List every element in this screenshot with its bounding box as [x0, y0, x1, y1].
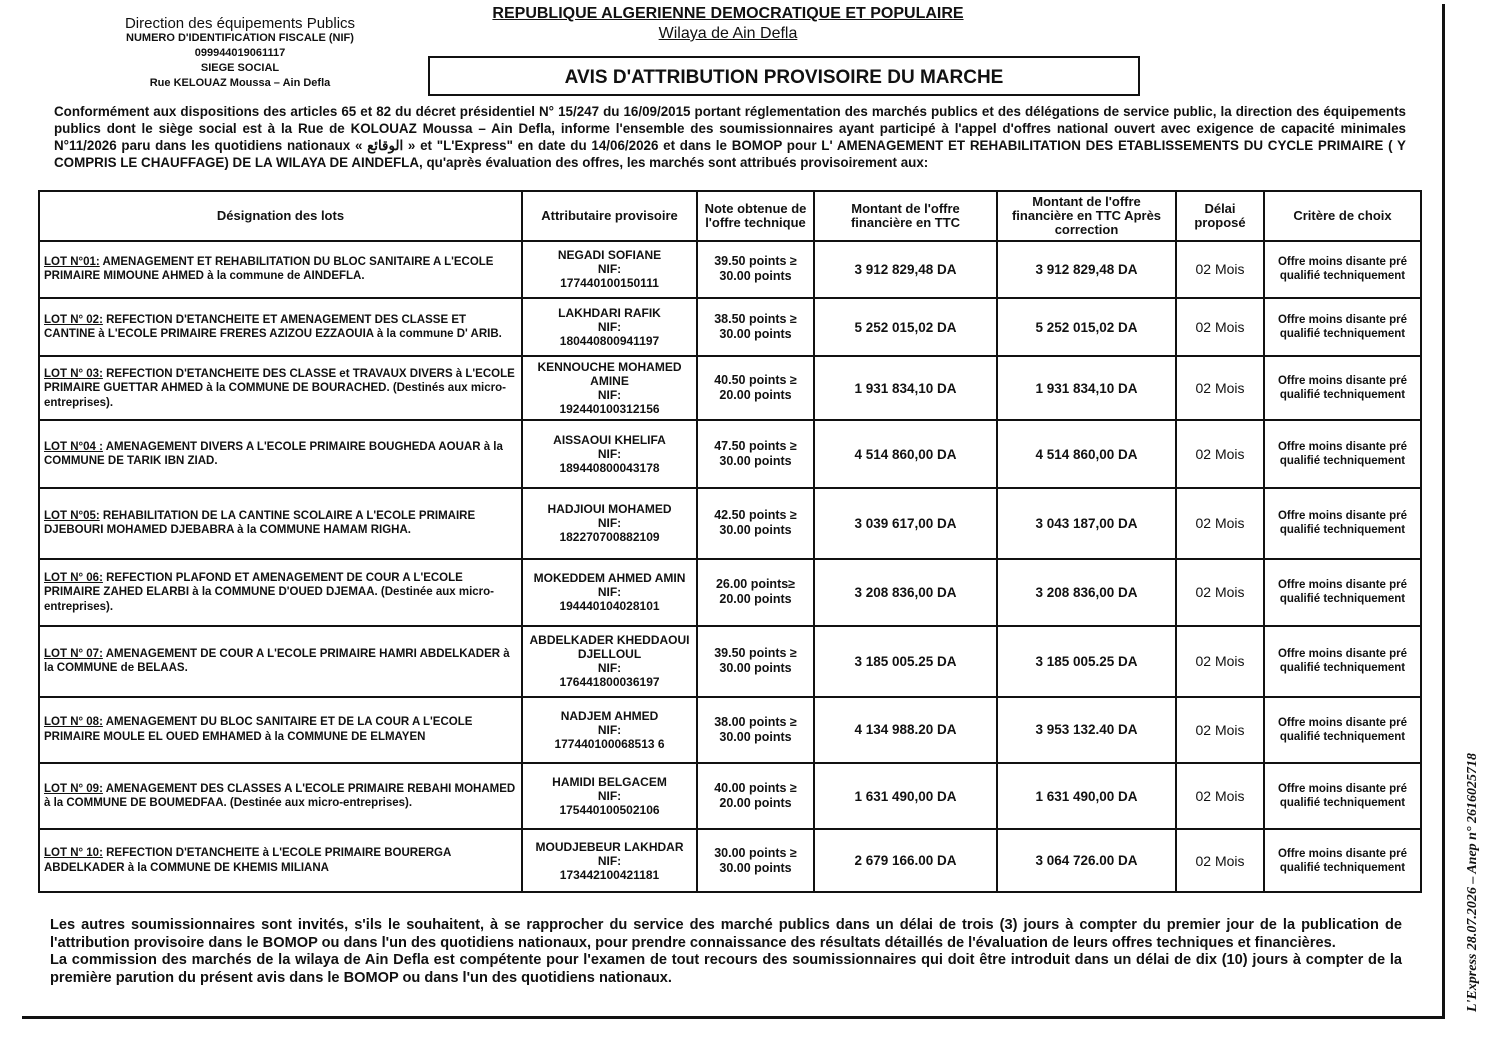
offer-amount: 2 679 166.00 DA: [814, 829, 997, 892]
corrected-amount: 1 931 834,10 DA: [997, 356, 1176, 420]
nif-label: NIF:: [597, 722, 622, 737]
selection-criterion: Offre moins disante pré qualifié techniquement: [1264, 697, 1421, 764]
lot-designation: [39, 763, 522, 829]
attributaire-name: NADJEM AHMED: [560, 708, 659, 723]
selection-criterion: Offre moins disante pré qualifié techniquement: [1264, 241, 1421, 298]
nif-number: 176441800036197: [559, 675, 660, 690]
nif-number: 173442100421181: [559, 867, 660, 882]
attributaire-cell: [522, 488, 697, 559]
nif-label: NIF:: [597, 516, 622, 531]
footer-paragraph-2: La commission des marchés de la wilaya de Ain Defla est compétente pour l'examen de tout recours des soumissionnaires qui doit être introduit dans un délai de dix (10) jours à compter de la première parution du présent avis dans le BOMOP ou dans l'un des quotidiens nationaux.: [50, 952, 1402, 986]
selection-criterion: Offre moins disante pré qualifié techniquement: [1264, 829, 1421, 892]
offer-amount: 4 514 860,00 DA: [814, 420, 997, 488]
attributaire-cell: [522, 420, 697, 488]
lot-designation: [39, 488, 522, 559]
lot-description: AMENAGEMENT DE COUR A L'ECOLE PRIMAIRE HAMRI ABDELKADER à la COMMUNE de BELAAS.: [44, 647, 510, 675]
technical-score: 40.50 points ≥ 20.00 points: [697, 356, 814, 420]
attributaire-name: KENNOUCHE MOHAMED AMINE: [537, 360, 682, 389]
corrected-amount: 5 252 015,02 DA: [997, 298, 1176, 357]
lot-designation: [39, 697, 522, 764]
table-row: [39, 559, 1421, 626]
technical-score: 39.50 points ≥ 30.00 points: [697, 626, 814, 697]
delay: 02 Mois: [1176, 420, 1264, 488]
lot-number: LOT N° 10:: [44, 847, 103, 860]
lot-number: LOT N° 07:: [44, 647, 103, 660]
header-attributaire: Attributaire provisoire: [522, 191, 697, 241]
selection-criterion: Offre moins disante pré qualifié techniquement: [1264, 356, 1421, 420]
nif-number: 194440104028101: [559, 599, 660, 614]
nif-number: 192440100312156: [559, 402, 660, 417]
attributaire-name: HAMIDI BELGACEM: [552, 775, 667, 790]
lot-designation: [39, 298, 522, 357]
offer-amount: 1 931 834,10 DA: [814, 356, 997, 420]
table-row: [39, 298, 1421, 357]
selection-criterion: Offre moins disante pré qualifié techniquement: [1264, 559, 1421, 626]
attributaire-cell: [522, 241, 697, 298]
nif-number: 180440800941197: [559, 334, 660, 349]
header-delai: Délai proposé: [1176, 191, 1264, 241]
offer-amount: 3 185 005.25 DA: [814, 626, 997, 697]
delay: 02 Mois: [1176, 241, 1264, 298]
offer-amount: 3 208 836,00 DA: [814, 559, 997, 626]
attributaire-name: NEGADI SOFIANE: [557, 248, 662, 263]
technical-score: 47.50 points ≥ 30.00 points: [697, 420, 814, 488]
offer-amount: 4 134 988.20 DA: [814, 697, 997, 764]
lot-designation: [39, 356, 522, 420]
attributaire-cell: [522, 763, 697, 829]
intro-paragraph: Conformément aux dispositions des articles 65 et 82 du décret présidentiel N° 15/247 du 16/09/2015 portant réglementation des marchés publics et des délégations de service public, la direction des équipements publics dont le siège social est à la Rue de KOLOUAZ Moussa – Ain Defla, informe l'ensemble des soumissionnaires ayant participé à l'appel d'offres national ouvert avec exigence de capacité minimales N°11/2026 paru dans les quotidiens nationaux « الوقائع » et "L'Express" en date du 14/06/2026 et dans le BOMOP pour L' AMENAGEMENT ET REHABILITATION DES ETABLISSEMENTS DU CYCLE PRIMAIRE ( Y COMPRIS LE CHAUFFAGE) DE LA WILAYA DE AINDEFLA, qu'après évaluation des offres, les marchés sont attribués provisoirement aux:: [54, 104, 1406, 170]
attributaire-cell: [522, 298, 697, 357]
selection-criterion: Offre moins disante pré qualifié techniquement: [1264, 420, 1421, 488]
offer-amount: 1 631 490,00 DA: [814, 763, 997, 829]
publication-stamp: L'Express 28.07.2026 – Anep n° 2616025718: [1465, 752, 1480, 1012]
corrected-amount: 3 043 187,00 DA: [997, 488, 1176, 559]
attributaire-name: AISSAOUI KHELIFA: [553, 433, 666, 448]
attributaire-name: ABDELKADER KHEDDAOUI DJELLOUL: [529, 633, 690, 662]
header-montant: Montant de l'offre financière en TTC: [814, 191, 997, 241]
nif-label: NIF:: [597, 447, 622, 462]
delay: 02 Mois: [1176, 697, 1264, 764]
corrected-amount: 4 514 860,00 DA: [997, 420, 1176, 488]
lot-description: AMENAGEMENT DU BLOC SANITAIRE ET DE LA COUR A L'ECOLE PRIMAIRE MOULE EL OUED EMHAMED à la COMMUNE DE ELMAYEN: [44, 716, 473, 743]
selection-criterion: Offre moins disante pré qualifié techniquement: [1264, 488, 1421, 559]
attributaire-cell: [522, 356, 697, 420]
delay: 02 Mois: [1176, 559, 1264, 626]
selection-criterion: Offre moins disante pré qualifié techniquement: [1264, 626, 1421, 697]
technical-score: 30.00 points ≥ 30.00 points: [697, 829, 814, 892]
lot-designation: [39, 420, 522, 488]
attributaire-name: MOUDJEBEUR LAKHDAR: [535, 839, 684, 854]
siege-address: Rue KELOUAZ Moussa – Ain Defla: [149, 77, 331, 89]
lot-description: AMENAGEMENT DIVERS A L'ECOLE PRIMAIRE BOUGHEDA AOUAR à la COMMUNE DE TARIK IBN ZIAD.: [44, 440, 503, 468]
technical-score: 38.50 points ≥ 30.00 points: [697, 298, 814, 357]
lot-number: LOT N°05:: [44, 509, 100, 522]
footer-paragraph-1: Les autres soumissionnaires sont invités, s'ils le souhaitent, à se rapprocher du service des marché publics dans un délai de trois (3) jours à compter du premier jour de la publication de l'attribution provisoire dans le BOMOP ou dans l'un des quotidiens nationaux, pour prendre connaissance des résultats détaillés de l'évaluation de leurs offres techniques et financières.: [50, 917, 1402, 951]
lot-number: LOT N° 03:: [44, 367, 103, 380]
nif-label: NUMERO D'IDENTIFICATION FISCALE (NIF): [126, 32, 354, 44]
header-designation: Désignation des lots: [39, 191, 522, 241]
technical-score: 42.50 points ≥ 30.00 points: [697, 488, 814, 559]
nif-label: NIF:: [597, 661, 622, 676]
table-row: [39, 241, 1421, 298]
footer-notes: [50, 917, 1402, 987]
corrected-amount: 1 631 490,00 DA: [997, 763, 1176, 829]
lot-description: REHABILITATION DE LA CANTINE SCOLAIRE A L'ECOLE PRIMAIRE DJEBOURI MOHAMED DJEBABRA à la COMMUNE HAMAM RIGHA.: [44, 509, 476, 537]
siege-label: SIEGE SOCIAL: [200, 62, 280, 74]
notice-title: AVIS D'ATTRIBUTION PROVISOIRE DU MARCHE: [428, 56, 1140, 96]
lot-description: REFECTION D'ETANCHEITE ET AMENAGEMENT DES CLASSE ET CANTINE à L'ECOLE PRIMAIRE FRERES AZIZOU EZZAOUIA à la commune D' ARIB.: [44, 313, 502, 341]
nif-label: NIF:: [597, 789, 622, 804]
attributaire-name: HADJIOUI MOHAMED: [547, 502, 672, 517]
offer-amount: 3 912 829,48 DA: [814, 241, 997, 298]
lots-table: [38, 190, 1422, 893]
attributaire-name: LAKHDARI RAFIK: [558, 306, 661, 321]
lot-description: AMENAGEMENT ET REHABILITATION DU BLOC SANITAIRE A L'ECOLE PRIMAIRE MIMOUNE AHMED à la commune de AINDEFLA.: [44, 255, 494, 283]
lot-designation: [39, 829, 522, 892]
offer-amount: 3 039 617,00 DA: [814, 488, 997, 559]
table-row: [39, 829, 1421, 892]
selection-criterion: Offre moins disante pré qualifié techniquement: [1264, 298, 1421, 357]
technical-score: 26.00 points≥ 20.00 points: [697, 559, 814, 626]
lot-description: REFECTION PLAFOND ET AMENAGEMENT DE COUR A L'ECOLE PRIMAIRE ZAHED ELARBI à la COMMUNE D'OUED DJEMAA. (Destinée aux micro-entreprises).: [44, 571, 495, 613]
lot-description: REFECTION D'ETANCHEITE DES CLASSE et TRAVAUX DIVERS à L'ECOLE PRIMAIRE GUETTAR AHMED à la COMMUNE DE BOURACHED. (Destinés aux micro-entreprises).: [44, 367, 515, 409]
lot-number: LOT N° 02:: [44, 313, 103, 326]
corrected-amount: 3 208 836,00 DA: [997, 559, 1176, 626]
attributaire-cell: [522, 626, 697, 697]
attributaire-cell: [522, 559, 697, 626]
nif-number: 189440800043178: [559, 461, 660, 476]
nif-number: 182270700882109: [559, 530, 660, 545]
lot-number: LOT N° 06:: [44, 571, 103, 584]
lot-designation: [39, 559, 522, 626]
wilaya-title: Wilaya de Ain Defla: [658, 25, 798, 42]
delay: 02 Mois: [1176, 488, 1264, 559]
delay: 02 Mois: [1176, 626, 1264, 697]
lot-designation: [39, 626, 522, 697]
lot-description: REFECTION D'ETANCHEITE à L'ECOLE PRIMAIRE BOURERGA ABDELKADER à la COMMUNE DE KHEMIS MILIANA: [44, 847, 451, 874]
lot-description: AMENAGEMENT DES CLASSES A L'ECOLE PRIMAIRE REBAHI MOHAMED à la COMMUNE DE BOUMEDFAA. (Destinée aux micro-entreprises).: [44, 782, 516, 810]
nif-label: NIF:: [597, 585, 622, 600]
nif-label: NIF:: [597, 853, 622, 868]
republique-title: REPUBLIQUE ALGERIENNE DEMOCRATIQUE ET POPULAIRE: [492, 5, 964, 22]
nif-label: NIF:: [597, 388, 622, 403]
header-montant-correction: Montant de l'offre financière en TTC Après correction: [997, 191, 1176, 241]
table-row: [39, 626, 1421, 697]
table-row: [39, 356, 1421, 420]
technical-score: 38.00 points ≥ 30.00 points: [697, 697, 814, 764]
delay: 02 Mois: [1176, 763, 1264, 829]
nif-label: NIF:: [597, 320, 622, 335]
nif-number: 175440100502106: [559, 803, 660, 818]
corrected-amount: 3 912 829,48 DA: [997, 241, 1176, 298]
attributaire-cell: [522, 697, 697, 764]
header-note: Note obtenue de l'offre technique: [697, 191, 814, 241]
nif-number: 099944019061117: [194, 47, 286, 59]
corrected-amount: 3 185 005.25 DA: [997, 626, 1176, 697]
lot-number: LOT N° 09:: [44, 782, 103, 795]
table-row: [39, 420, 1421, 488]
technical-score: 39.50 points ≥ 30.00 points: [697, 241, 814, 298]
table-row: [39, 697, 1421, 764]
nif-label: NIF:: [597, 262, 622, 277]
table-row: [39, 488, 1421, 559]
corrected-amount: 3 953 132.40 DA: [997, 697, 1176, 764]
country-header: [410, 4, 1046, 44]
delay: 02 Mois: [1176, 829, 1264, 892]
attributaire-name: MOKEDDEM AHMED AMIN: [533, 571, 686, 586]
offer-amount: 5 252 015,02 DA: [814, 298, 997, 357]
corrected-amount: 3 064 726.00 DA: [997, 829, 1176, 892]
table-row: [39, 763, 1421, 829]
issuer-block: [70, 16, 410, 91]
delay: 02 Mois: [1176, 298, 1264, 357]
nif-number: 177440100150111: [560, 276, 659, 291]
lot-designation: [39, 241, 522, 298]
nif-number: 177440100068513 6: [554, 736, 665, 751]
issuer-name: Direction des équipements Publics: [124, 15, 356, 32]
lot-number: LOT N°01:: [44, 255, 100, 268]
selection-criterion: Offre moins disante pré qualifié techniquement: [1264, 763, 1421, 829]
technical-score: 40.00 points ≥ 20.00 points: [697, 763, 814, 829]
lot-number: LOT N° 08:: [44, 716, 103, 729]
header-critere: Critère de choix: [1264, 191, 1421, 241]
delay: 02 Mois: [1176, 356, 1264, 420]
table-header-row: [39, 191, 1421, 241]
lot-number: LOT N°04 :: [44, 440, 103, 453]
attributaire-cell: [522, 829, 697, 892]
